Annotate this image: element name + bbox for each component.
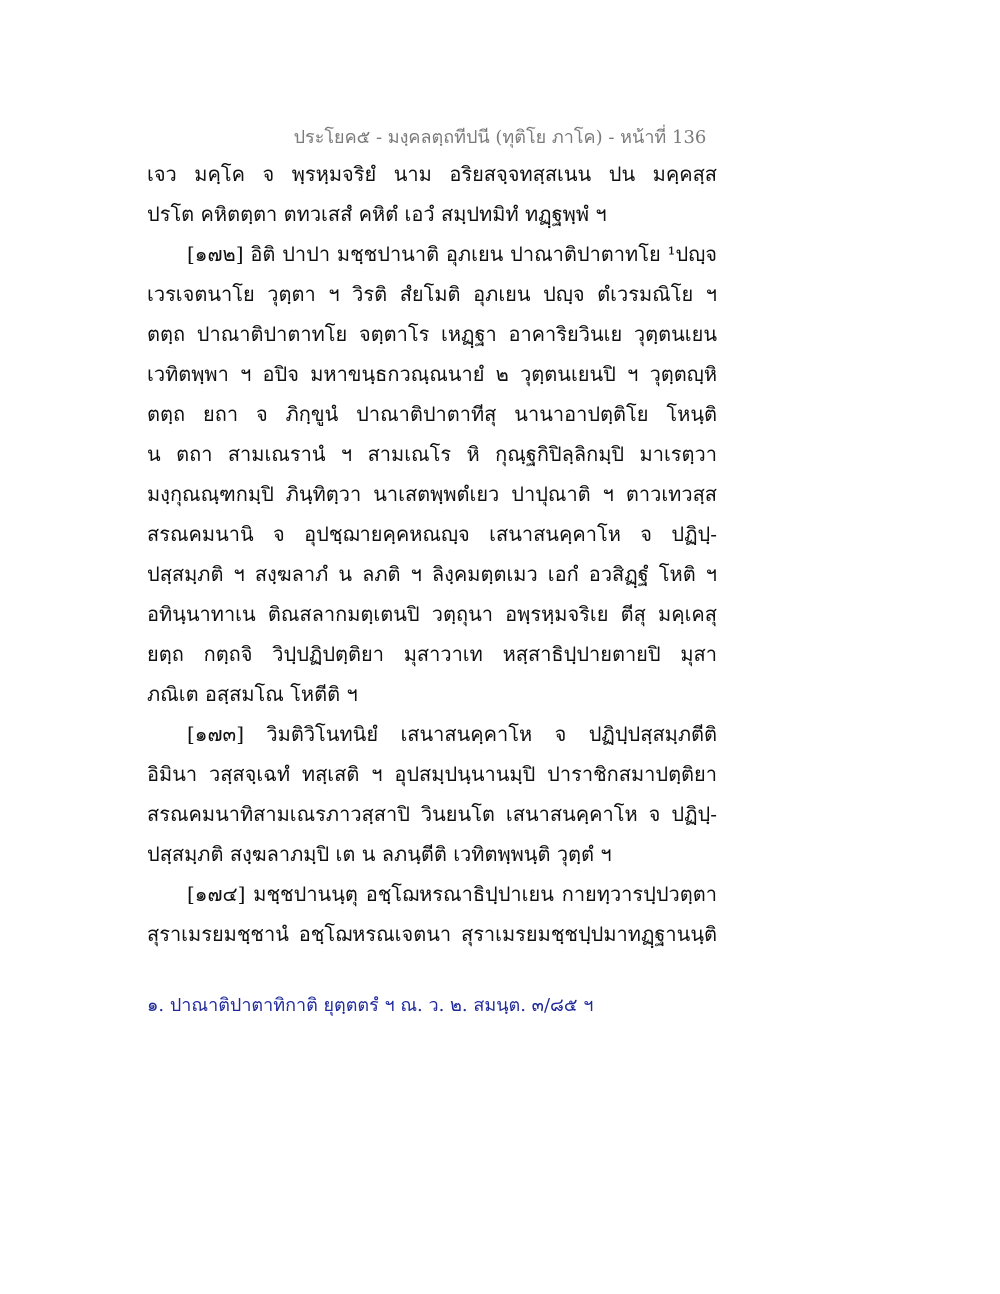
text-line: เวทิตพฺพา ฯ อปิจ มหาขนฺธกวณฺณนายํ ๒ วุตฺตนเยนปิ ฯ วุตฺตญฺหิ — [147, 362, 717, 386]
text-line: ปสฺสมฺภติ สงฺฆลาภมฺปิ เต น ลภนฺตีติ เวทิตพฺพนฺติ วุตฺตํ ฯ — [147, 842, 612, 866]
text-line: [๑๗๔] มชฺชปานนฺตุ อชฺโฌหรณาธิปฺปาเยน กายทฺวารปฺปวตฺตา — [187, 882, 717, 906]
text-line: เจว มคฺโค จ พฺรหฺมจริยํ นาม อริยสจฺจทสฺสเนน ปน มคฺคสฺส — [147, 162, 717, 186]
text-line: มงฺกุณณฺฑกมฺปิ ภินฺทิตฺวา นาเสตพฺพตํเยว ปาปุณาติ ฯ ตาวเทวสฺส — [147, 482, 717, 506]
footnote: ๑. ปาณาติปาตาทิกาติ ยุตฺตตรํ ฯ ณ. ว. ๒. สมนฺต. ๓/๘๕ ฯ — [147, 995, 594, 1016]
text-line: อทินฺนาทาเน ติณสลากมตฺเตนปิ วตฺถุนา อพฺรหฺมจริเย ตีสุ มคฺเคสุ — [147, 602, 717, 626]
text-line: สรณคมนาทิสามเณรภาวสฺสาปิ วินยนโต เสนาสนคฺคาโห จ ปฏิปฺ- — [147, 802, 717, 826]
text-line: น ตถา สามเณรานํ ฯ สามเณโร หิ กุณฺฐกิปิลฺลิกมฺปิ มาเรตฺวา — [147, 442, 717, 466]
text-line: อิมินา วสฺสจฺเฉทํ ทสฺเสติ ฯ อุปสมฺปนฺนานมฺปิ ปาราชิกสมาปตฺติยา — [147, 762, 717, 786]
text-line: [๑๗๓] วิมติวิโนทนิยํ เสนาสนคฺคาโห จ ปฏิปฺปสฺสมฺภตีติ — [187, 722, 717, 746]
text-line: ยตฺถ กตฺถจิ วิปฺปฏิปตฺติยา มุสาวาเท หสฺสาธิปฺปายตายปิ มุสา — [147, 642, 717, 666]
text-line: ปสฺสมฺภติ ฯ สงฺฆลาภํ น ลภติ ฯ ลิงฺคมตฺตเมว เอกํ อวสิฏฺฐํ โหติ ฯ — [147, 562, 717, 586]
page-header: ประโยค๕ - มงฺคลตฺถทีปนี (ทุติโย ภาโค) - หน้าที่ 136 — [293, 127, 707, 148]
text-line: สรณคมนานิ จ อุปชฺฌายคฺคหณญฺจ เสนาสนคฺคาโห จ ปฏิปฺ- — [147, 522, 717, 546]
text-line: ตตฺถ ปาณาติปาตาทโย จตฺตาโร เหฏฺฐา อาคาริยวินเย วุตฺตนเยน — [147, 322, 717, 346]
text-line: ปรโต คหิตตฺตา ตทวเสสํ คหิตํ เอวํ สมฺปทมิทํ ทฏฺฐพฺพํ ฯ — [147, 202, 607, 226]
text-line: ตตฺถ ยถา จ ภิกฺขูนํ ปาณาติปาตาทีสุ นานาอาปตฺติโย โหนฺติ — [147, 402, 717, 426]
text-line: [๑๗๒] อิติ ปาปา มชฺชปานาติ อุภเยน ปาณาติปาตาทโย ¹ปญฺจ — [187, 242, 717, 266]
text-line: ภณิเต อสฺสมโณ โหตีติ ฯ — [147, 682, 358, 706]
text-line: สุราเมรยมชฺชานํ อชฺโฌหรณเจตนา สุราเมรยมชฺชปฺปมาทฏฺฐานนฺติ — [147, 922, 717, 946]
text-line: เวรเจตนาโย วุตฺตา ฯ วิรติ สํยโมติ อุภเยน ปญฺจ ตํเวรมณิโย ฯ — [147, 282, 717, 306]
